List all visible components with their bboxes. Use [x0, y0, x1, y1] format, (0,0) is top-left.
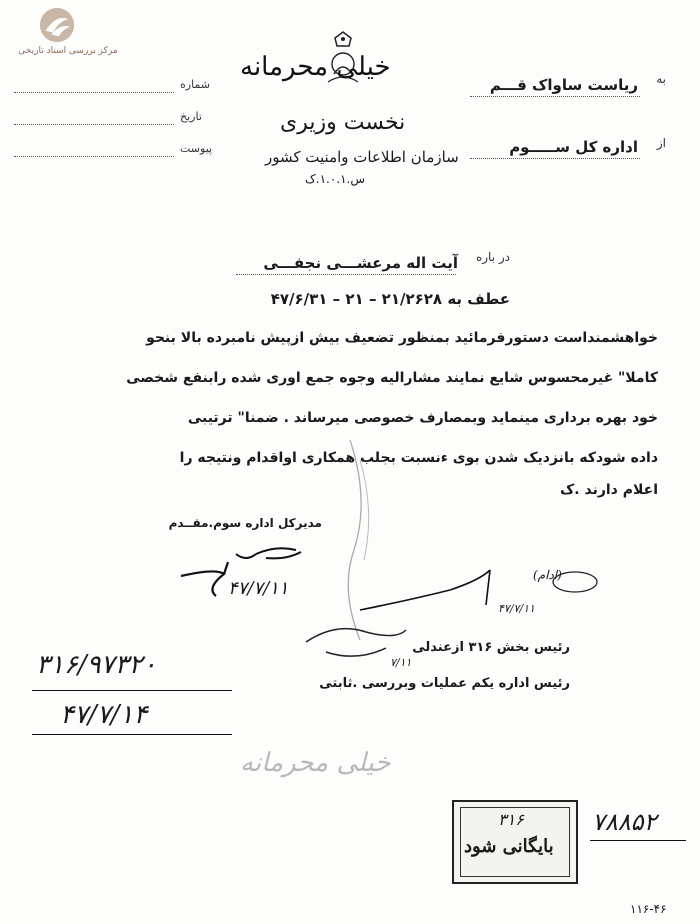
- from-value: اداره کل ســـــوم: [509, 138, 638, 156]
- archive-logo: [8, 6, 118, 58]
- date-label: تاریخ: [180, 110, 202, 123]
- to-dots: [470, 96, 640, 97]
- archive-number: ۷۸۸۵۲: [592, 808, 657, 836]
- body-line-5: اعلام دارند .ک: [559, 482, 658, 498]
- date-underline: [32, 734, 232, 735]
- to-prefix: به: [656, 72, 666, 86]
- stamp-number: ۳۱۶: [498, 810, 524, 829]
- subject-value: آیت اله مرعشـــی نجفـــی: [263, 254, 458, 272]
- agency-name: سازمان اطلاعات وامنیت کشور: [265, 148, 459, 166]
- body-line-4: داده شودکه بانزدیک شدن بوی ءنسبت بجلب همکاری اواقدام ونتیجه را: [179, 450, 658, 466]
- archive-underline: [590, 840, 686, 841]
- reference-code: س.۱.۰.۱.ک: [305, 172, 365, 186]
- handwritten-ref-number: ۳۱۶/۹۷۳۲۰: [36, 650, 157, 680]
- handwritten-ref-date: ۴۷/۷/۱۴: [60, 700, 148, 730]
- to-value: ریاست ساواک قـــم: [489, 76, 638, 94]
- approval-line-2: رئیس اداره یکم عملیات وبررسی .ثابتی: [319, 676, 570, 691]
- attachment-dots: [14, 156, 174, 157]
- letterhead: [210, 30, 460, 190]
- ministry-name: نخست وزیری: [280, 110, 406, 135]
- approval-stroke-icon: [350, 560, 610, 620]
- approval-line-1: رئیس بخش ۳۱۶ ازعندلی: [412, 640, 570, 655]
- from-dots: [470, 158, 640, 159]
- subject-prefix: در باره: [475, 250, 510, 264]
- number-label: شماره: [180, 78, 211, 91]
- classification-header: خیلی محرمانه: [240, 52, 391, 82]
- footer-code: ۱۱۶-۴۶: [630, 902, 667, 916]
- body-line-3: خود بهره برداری مینماید وبمصارف خصوصی میرساند . ضمنا" ترتیبی: [187, 410, 658, 426]
- approval-adam: (ادام): [533, 568, 562, 582]
- stamp-label: بایگانی شود: [464, 836, 554, 857]
- signature-date: ۴۷/۷/۱۱: [228, 578, 289, 599]
- archive-stamp: [452, 800, 578, 884]
- ref-underline: [32, 690, 232, 691]
- body-line-1: خواهشمنداست دستورفرمائید بمنظور تضعیف بیش ازپیش نامبرده بالا بنحو: [146, 330, 658, 346]
- logo-icon: [38, 6, 76, 44]
- logo-caption: مرکز بررسی اسناد تاریخی: [18, 46, 118, 56]
- number-dots: [14, 92, 174, 93]
- body-line-2: کاملا" غیرمحسوس شایع نمایند مشارالیه وجوه جمع اوری شده رابنفع شخصی: [126, 370, 658, 386]
- reference-line: عطف به ۲۱/۲۶۲۸ – ۲۱ – ۴۷/۶/۳۱: [270, 290, 510, 308]
- faded-classification-stamp: خیلی محرمانه: [240, 748, 391, 778]
- signatory-title: مدیرکل اداره سوم.مقــدم: [168, 516, 322, 530]
- approval-line-1-date: ۷/۱۱: [390, 656, 412, 669]
- attachment-label: پیوست: [180, 142, 213, 155]
- from-prefix: از: [656, 136, 666, 150]
- date-dots: [14, 124, 174, 125]
- approval-adam-date: ۴۷/۷/۱۱: [498, 602, 535, 615]
- subject-dots: [236, 274, 456, 275]
